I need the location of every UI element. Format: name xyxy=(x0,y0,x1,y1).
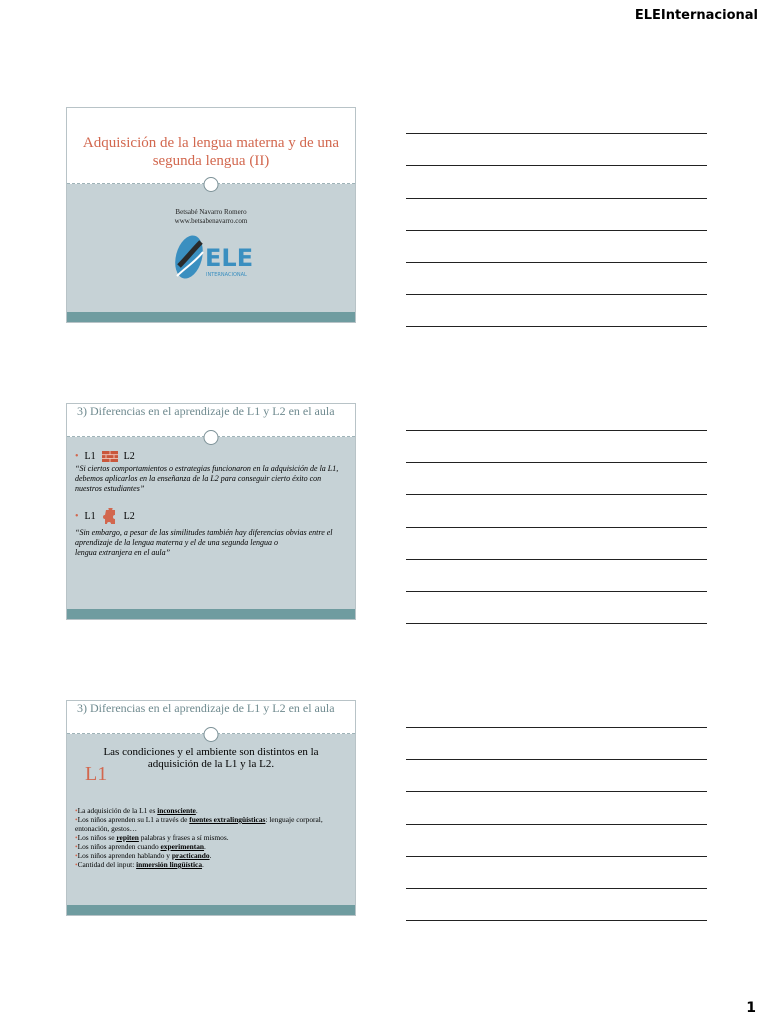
l1-heading: L1 xyxy=(85,763,108,785)
page-number: 1 xyxy=(746,1000,756,1016)
note-line xyxy=(406,791,707,792)
note-line xyxy=(406,623,707,624)
note-line xyxy=(406,920,707,921)
list-item-text: . xyxy=(195,806,198,815)
l2-label: L2 xyxy=(123,511,135,522)
slide-footer-band xyxy=(67,312,355,322)
author-website: www.betsabenavarro.com xyxy=(174,217,248,225)
list-item xyxy=(75,851,347,860)
characteristics-list xyxy=(75,806,347,869)
note-line xyxy=(406,727,707,728)
slide-title-area xyxy=(67,108,355,184)
slide-title: 3) Diferencias en el aprendizaje de L1 y L2 en el aula xyxy=(77,404,335,418)
note-line xyxy=(406,856,707,857)
note-line xyxy=(406,198,707,199)
author-name: Betsabé Navarro Romero xyxy=(175,208,247,216)
list-item-text: Los niños aprenden su L1 a través de xyxy=(77,815,190,824)
divider-ring-icon xyxy=(204,177,219,192)
list-item xyxy=(75,842,347,851)
list-item xyxy=(75,806,347,815)
list-item-keyword: inmersión lingüística xyxy=(136,860,203,869)
note-line xyxy=(406,262,707,263)
puzzle-piece-icon xyxy=(102,508,118,526)
note-line xyxy=(406,494,707,495)
globe-icon xyxy=(173,232,207,281)
list-item xyxy=(75,860,347,869)
brick-wall-icon xyxy=(102,451,118,462)
quote-differences-part1: “Sin embargo, a pesar de las similitudes también hay diferencias obvias entre el aprendizaje de la lengua materna y el de una segunda lengua o xyxy=(75,528,333,547)
note-line xyxy=(406,591,707,592)
slide-subtitle: Las condiciones y el ambiente son distintos en la adquisición de la L1 y la L2. xyxy=(103,746,319,770)
quote-differences xyxy=(75,528,347,558)
slide-body xyxy=(75,806,347,869)
comparison-row-bridge xyxy=(75,451,347,462)
note-line xyxy=(406,559,707,560)
list-item-text: Cantidad del input: xyxy=(77,860,137,869)
slide-thumbnail-1 xyxy=(66,107,356,323)
list-item-text: Los niños se xyxy=(77,833,117,842)
divider-ring-icon xyxy=(204,430,219,445)
list-item-keyword: repiten xyxy=(116,833,139,842)
quote-differences-part2: lengua extranjera en el aula” xyxy=(75,548,171,557)
list-item-text: palabras y frases a sí mismos. xyxy=(138,833,229,842)
note-line xyxy=(406,165,707,166)
list-item-keyword: inconsciente xyxy=(157,806,196,815)
logo-text: ELE xyxy=(205,244,253,272)
comparison-row-puzzle xyxy=(75,508,347,526)
slide-thumbnail-3 xyxy=(66,700,356,916)
slide-body xyxy=(75,451,347,558)
bullet-icon: • xyxy=(75,450,79,462)
list-item-keyword: experimentan xyxy=(160,842,205,851)
note-line xyxy=(406,462,707,463)
author-block xyxy=(67,208,355,226)
l1-label: L1 xyxy=(84,511,96,522)
list-item-text: . xyxy=(202,860,204,869)
bullet-icon: • xyxy=(75,511,79,522)
slide-title: Adquisición de la lengua materna y de una segunda lengua (II) xyxy=(82,135,340,169)
slide-thumbnail-2 xyxy=(66,403,356,620)
list-item-keyword: practicando xyxy=(171,851,210,860)
slide-title-area xyxy=(67,404,355,437)
slide-footer-band xyxy=(67,905,355,915)
quote-similarities: “Si ciertos comportamientos o estrategias funcionaron en la adquisición de la L1, debemos aplicarlos en la enseñanza de la L2 para conseguir cierto éxito con nuestros estudiantes” xyxy=(75,464,339,493)
list-item-text: Los niños aprenden cuando xyxy=(77,842,161,851)
note-line xyxy=(406,759,707,760)
slide-footer-band xyxy=(67,609,355,619)
note-line xyxy=(406,824,707,825)
slide-title: 3) Diferencias en el aprendizaje de L1 y L2 en el aula xyxy=(77,701,335,715)
note-line xyxy=(406,430,707,431)
logo-subtext: INTERNACIONAL xyxy=(206,272,247,278)
divider-ring-icon xyxy=(204,727,219,742)
note-line xyxy=(406,294,707,295)
list-item-text: Los niños aprenden hablando y xyxy=(77,851,172,860)
list-item-text: . xyxy=(204,842,206,851)
slide-title-area xyxy=(67,701,355,734)
list-item xyxy=(75,833,347,842)
page-header: ELEInternacional xyxy=(634,8,758,23)
ele-logo xyxy=(173,232,253,282)
note-line xyxy=(406,527,707,528)
l2-label: L2 xyxy=(123,450,135,462)
note-line xyxy=(406,133,707,134)
list-item-keyword: fuentes extralingüísticas xyxy=(189,815,266,824)
list-item xyxy=(75,815,347,833)
note-line xyxy=(406,326,707,327)
list-item-text: : lenguaje corporal, entonación, gestos… xyxy=(75,815,323,833)
l1-label: L1 xyxy=(84,450,96,462)
note-line xyxy=(406,230,707,231)
list-item-text: La adquisición de la L1 es xyxy=(77,806,158,815)
slide-subtitle-block xyxy=(83,746,339,770)
list-item-text: . xyxy=(209,851,212,860)
note-line xyxy=(406,888,707,889)
